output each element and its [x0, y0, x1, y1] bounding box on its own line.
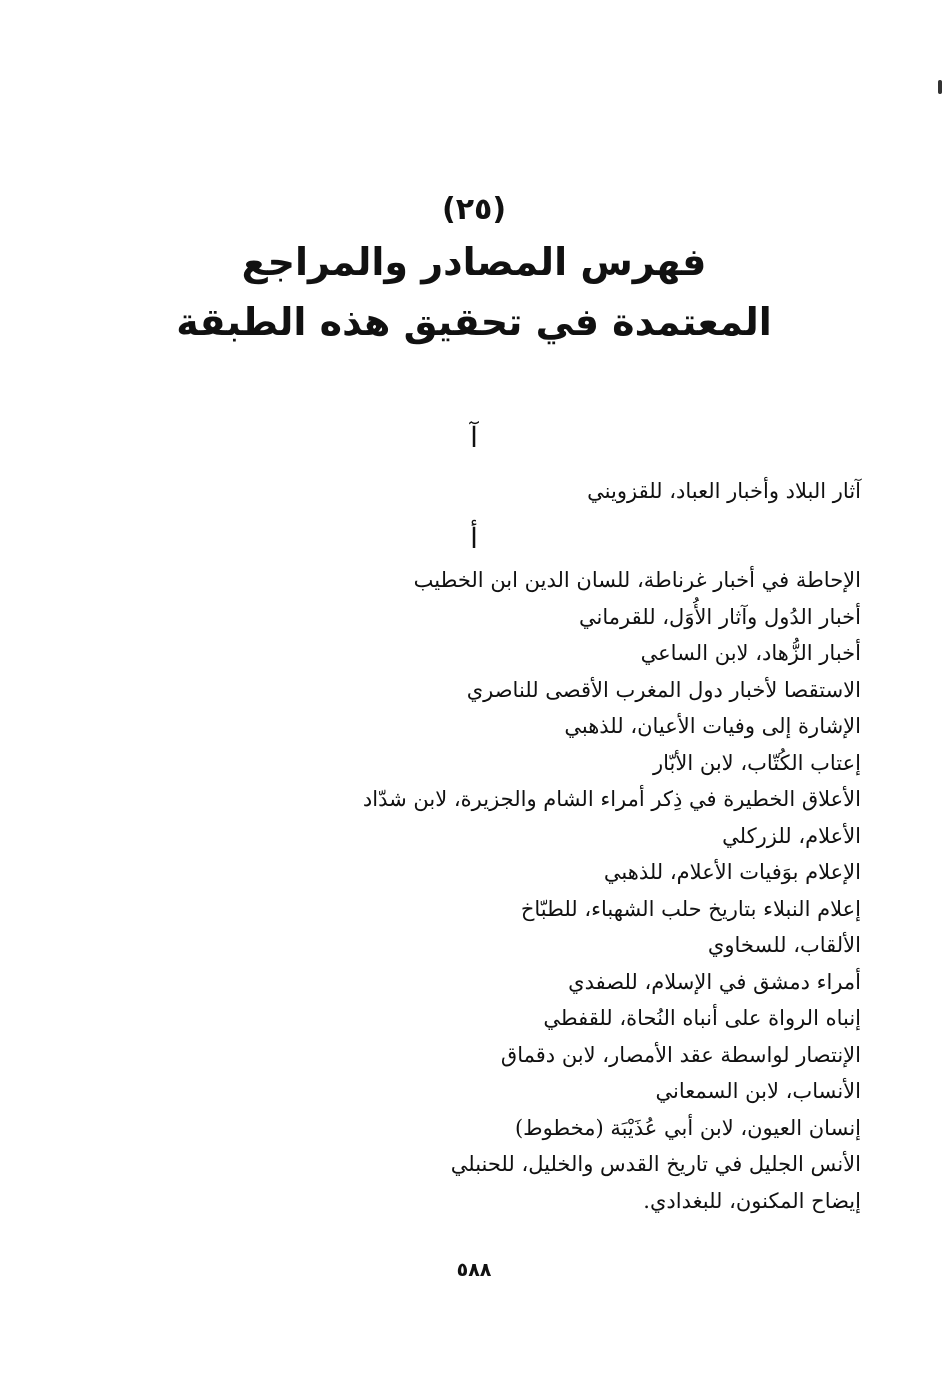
bibliography-entry: أمراء دمشق في الإسلام، للصفدي — [568, 969, 861, 994]
bibliography-entry: إنسان العيون، لابن أبي عُذَيْبَة (مخطوط) — [514, 1115, 861, 1140]
bibliography-list — [241, 473, 861, 510]
bibliography-entry: الإعلام بوَفيات الأعلام، للذهبي — [603, 860, 861, 884]
bibliography-entry: الإنتصار لواسطة عقد الأمصار، لابن دقماق — [500, 1042, 861, 1067]
section-letter-heading: أ — [470, 522, 478, 555]
page-number: ٥٨٨ — [456, 1259, 492, 1281]
bibliography-entry: إنباه الرواة على أنباه النُحاة، للقفطي — [543, 1006, 861, 1030]
chapter-number: (٢٥) — [441, 192, 507, 227]
bibliography-entry: الأنس الجليل في تاريخ القدس والخليل، للحنبلي — [450, 1152, 861, 1176]
bibliography-entry: الاستقصا لأخبار دول المغرب الأقصى للناصري — [466, 677, 861, 702]
bibliography-entry: الأنساب، لابن السمعاني — [655, 1079, 861, 1103]
scan-mark — [938, 80, 942, 94]
chapter-header — [0, 188, 948, 352]
bibliography-entry: الأعلاق الخطيرة في ذِكر أمراء الشام والجزيرة، لابن شدّاد — [362, 787, 861, 811]
bibliography-entry: أخبار الزُّهاد، لابن الساعي — [640, 641, 861, 665]
bibliography-list — [241, 562, 861, 1219]
bibliography-entry: الإحاطة في أخبار غرناطة، للسان الدين ابن الخطيب — [413, 568, 861, 592]
bibliography-entry: آثار البلاد وأخبار العباد، للقزويني — [587, 479, 861, 503]
bibliography-entry: إعلام النبلاء بتاريخ حلب الشهباء، للطبّاخ — [520, 896, 861, 921]
bibliography-entry: أخبار الدُول وآثار الأُوَل، للقرماني — [579, 604, 861, 629]
section-letter-heading: آ — [470, 421, 478, 454]
chapter-title-line-2: المعتمدة في تحقيق هذه الطبقة — [176, 300, 772, 344]
chapter-title-line-1: فهرس المصادر والمراجع — [241, 240, 707, 284]
bibliography-entry: إيضاح المكنون، للبغدادي. — [643, 1188, 861, 1213]
bibliography-entry: الألقاب، للسخاوي — [707, 933, 861, 957]
bibliography-entry: الإشارة إلى وفيات الأعيان، للذهبي — [564, 714, 861, 738]
bibliography-entry: إعتاب الكُتّاب، لابن الأبّار — [652, 750, 861, 775]
bibliography-entry: الأعلام، للزركلي — [722, 823, 861, 848]
